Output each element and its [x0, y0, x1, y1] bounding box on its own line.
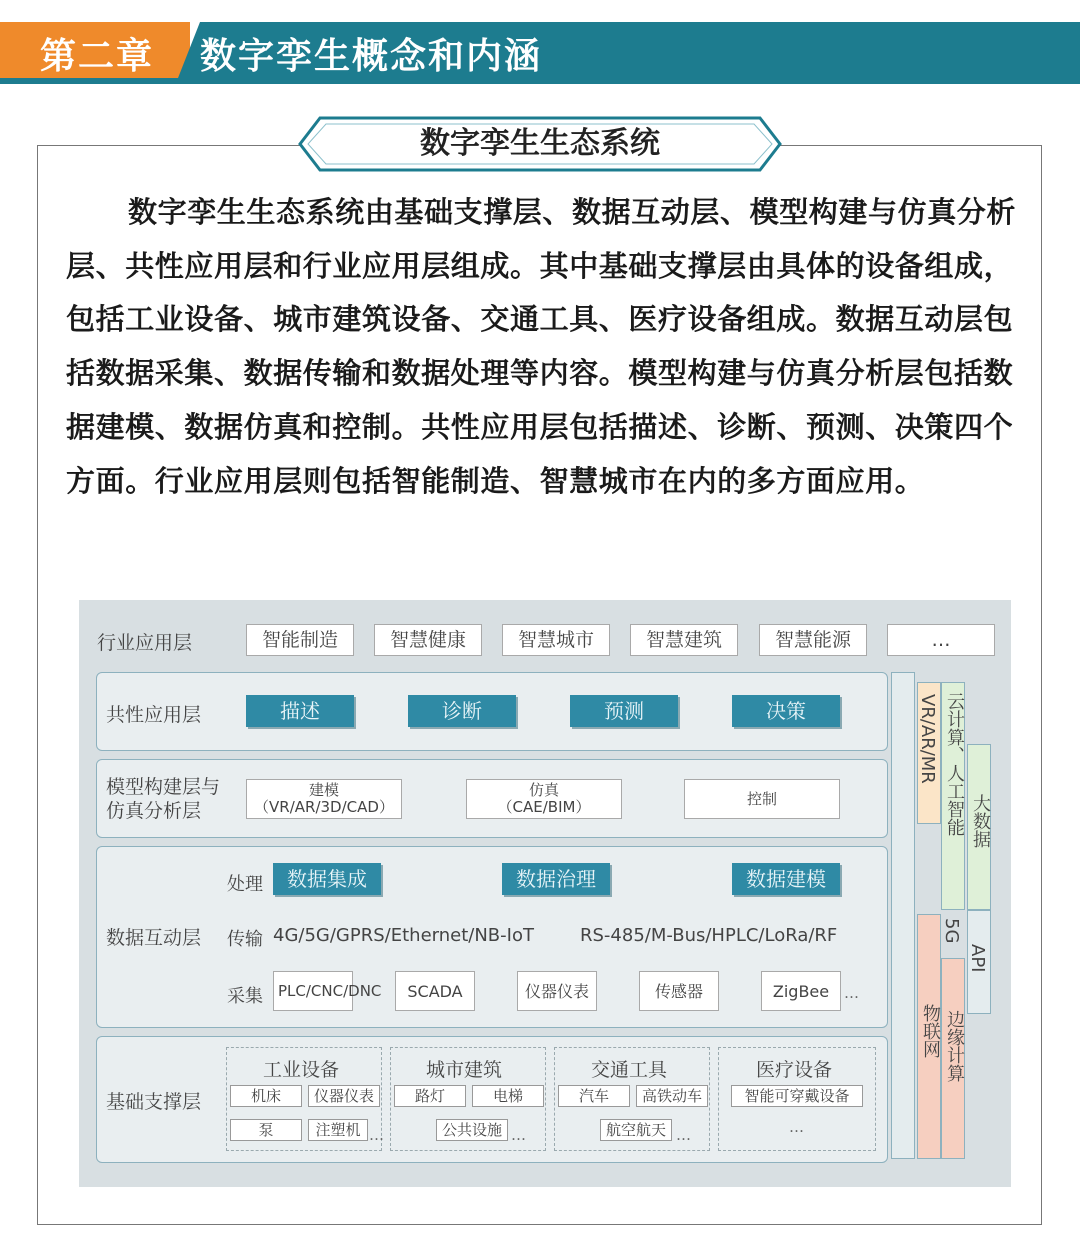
base-item: 汽车 [558, 1085, 630, 1107]
base-item: 航空航天 [600, 1119, 672, 1141]
model-item [684, 779, 840, 819]
section-title: 数字孪生生态系统 [420, 126, 660, 161]
base-layer-label: 基础支撑层 [106, 1091, 202, 1113]
base-item: 泵 [230, 1119, 302, 1141]
intro-text: 数字孪生生态系统由基础支撑层、数据互动层、模型构建与仿真分析层、共性应用层和行业应用层组成。其中基础支撑层由具体的设备组成，包括工业设备、城市建筑设备、交通工具、医疗设备组成。数据互动层包括数据采集、数据传输和数据处理等内容。模型构建与仿真分析层包括数据建模、数据仿真和控制。共性应用层包括描述、诊断、预测、决策四个方面。行业应用层则包括智能制造、智慧城市在内的多方面应用。 [66, 195, 1017, 498]
side-label-iot: 物联网 [920, 1004, 941, 1058]
base-group-more: … [676, 1126, 691, 1144]
transfer-protocols-b: RS-485/M-Bus/HPLC/LoRa/RF [580, 925, 838, 946]
collect-item [517, 971, 597, 1011]
side-column-vr [891, 672, 915, 1159]
side-label-api: API [967, 944, 988, 973]
collect-item [639, 971, 719, 1011]
model-item-title: 控制 [746, 789, 777, 808]
industry-item: 智慧建筑 [630, 624, 738, 656]
collect-item [761, 971, 841, 1011]
base-group-title: 医疗设备 [756, 1059, 833, 1081]
industry-item: 智慧城市 [502, 624, 610, 656]
common-item: 决策 [732, 695, 840, 727]
transfer-label: 传输 [227, 929, 263, 950]
collect-more: … [844, 984, 859, 1002]
side-label-edge: 边缘计算 [944, 1010, 965, 1082]
model-item-title: 仿真 [528, 781, 559, 799]
base-item: 公共设施 [436, 1119, 508, 1141]
chapter-title: 数字孪生概念和内涵 [200, 36, 543, 77]
base-item: 仪器仪表 [308, 1085, 380, 1107]
process-item: 数据治理 [502, 863, 610, 895]
base-item: 智能可穿戴设备 [731, 1085, 863, 1107]
collect-item-text: PLC/CNC/DNC [278, 981, 382, 1000]
collect-item-text: ZigBee [772, 981, 830, 1001]
side-label-bigdata: 大数据 [970, 794, 991, 848]
side-label-cloud: 云计算、人工智能 [944, 692, 965, 836]
collect-label: 采集 [227, 986, 263, 1007]
industry-item: 智慧能源 [759, 624, 867, 656]
base-item: 路灯 [394, 1085, 466, 1107]
common-item: 描述 [246, 695, 354, 727]
model-layer-label-line2: 仿真分析层 [106, 800, 202, 822]
section-title-badge [298, 116, 782, 172]
process-item: 数据建模 [732, 863, 840, 895]
chapter-number: 第二章 [40, 36, 155, 77]
base-item: 电梯 [472, 1085, 544, 1107]
model-item-sub: （VR/AR/3D/CAD） [254, 798, 394, 816]
common-item: 预测 [570, 695, 678, 727]
common-layer-label: 共性应用层 [106, 704, 202, 726]
base-group-more: … [511, 1126, 526, 1144]
collect-item [395, 971, 475, 1011]
process-label: 处理 [227, 874, 263, 895]
collect-item-text: SCADA [407, 981, 463, 1001]
base-group-more: … [789, 1118, 804, 1136]
base-item: 注塑机 [308, 1119, 368, 1141]
process-item: 数据集成 [273, 863, 381, 895]
chapter-banner [0, 22, 1080, 78]
base-item: 高铁动车 [636, 1085, 708, 1107]
industry-item: 智慧健康 [374, 624, 482, 656]
base-group-title: 工业设备 [263, 1059, 340, 1081]
collect-item [273, 971, 382, 1011]
base-group-title: 交通工具 [591, 1059, 668, 1081]
collect-item-text: 传感器 [654, 981, 703, 1001]
base-group-more: … [369, 1126, 384, 1144]
model-item [246, 779, 402, 819]
model-item-sub: （CAE/BIM） [497, 798, 591, 816]
common-item: 诊断 [408, 695, 516, 727]
industry-item-more: … [887, 624, 995, 656]
model-item-title: 建模 [308, 781, 339, 799]
model-item [466, 779, 622, 819]
model-layer-label-line1: 模型构建层与 [106, 776, 221, 798]
data-layer-label: 数据互动层 [106, 927, 202, 949]
intro-paragraph [66, 186, 1016, 508]
ecosystem-diagram [79, 600, 1011, 1187]
side-label-5g: 5G [941, 918, 962, 944]
base-group-title: 城市建筑 [426, 1059, 503, 1081]
industry-item: 智能制造 [246, 624, 354, 656]
industry-layer-label: 行业应用层 [97, 632, 193, 654]
transfer-protocols-a: 4G/5G/GPRS/Ethernet/NB-IoT [273, 925, 534, 946]
model-layer-label [106, 775, 220, 823]
side-label-vr: VR/AR/MR [917, 694, 938, 784]
base-item: 机床 [230, 1085, 302, 1107]
collect-item-text: 仪器仪表 [524, 981, 589, 1001]
